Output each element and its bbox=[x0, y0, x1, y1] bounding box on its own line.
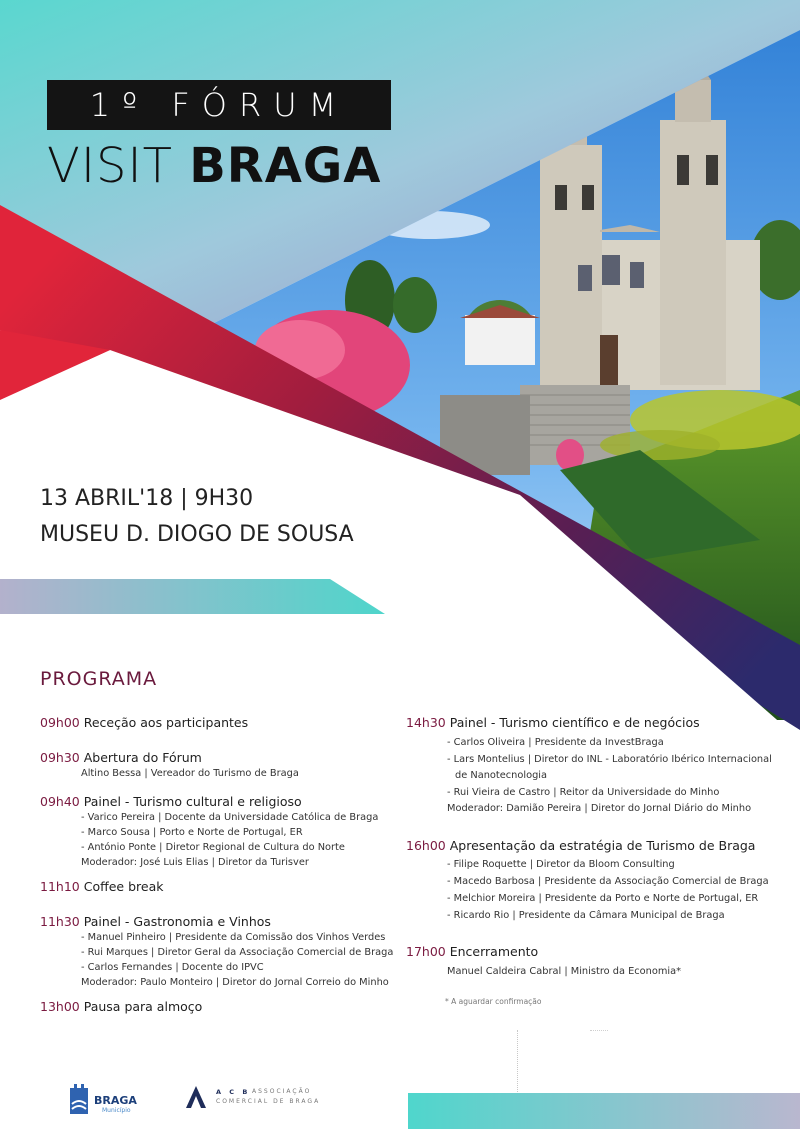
program-item bbox=[40, 750, 202, 765]
program-title: Coffee break bbox=[83, 879, 164, 894]
program-detail: - Ricardo Rio | Presidente da Câmara Municipal de Braga bbox=[447, 910, 725, 921]
program-item bbox=[406, 715, 700, 730]
program-title: Abertura do Fórum bbox=[83, 750, 202, 765]
acb-letters: A C B bbox=[216, 1088, 251, 1096]
program-item bbox=[40, 914, 271, 929]
program-detail: - Rui Vieira de Castro | Reitor da Universidade do Minho bbox=[447, 787, 720, 798]
program-detail: Manuel Caldeira Cabral | Ministro da Economia* bbox=[447, 966, 682, 977]
program-detail: Moderador: José Luis Elias | Diretor da Turisver bbox=[81, 857, 309, 868]
program-detail: Moderador: Damião Pereira | Diretor do Jornal Diário do Minho bbox=[447, 803, 752, 814]
crop-mark bbox=[590, 1030, 608, 1032]
program-detail: - Carlos Fernandes | Docente do IPVC bbox=[81, 962, 264, 973]
program-detail: - António Ponte | Diretor Regional de Cultura do Norte bbox=[81, 842, 345, 853]
program-time: 11h10 bbox=[40, 879, 80, 894]
program-title: Encerramento bbox=[449, 944, 539, 959]
footer-strip bbox=[408, 1093, 800, 1129]
program-item bbox=[40, 879, 163, 894]
program-title: Painel - Turismo cultural e religioso bbox=[83, 794, 302, 809]
program-title: Receção aos participantes bbox=[83, 715, 249, 730]
program-detail: - Lars Montelius | Diretor do INL - Laboratório Ibérico Internacional bbox=[447, 754, 772, 765]
program-detail: - Carlos Oliveira | Presidente da InvestBraga bbox=[447, 737, 664, 748]
braga-logo-text: BRAGA bbox=[94, 1094, 137, 1107]
program-heading: PROGRAMA bbox=[40, 668, 158, 690]
program-detail: de Nanotecnologia bbox=[455, 770, 548, 781]
program-time: 11h30 bbox=[40, 914, 80, 929]
program-detail: - Rui Marques | Diretor Geral da Associação Comercial de Braga bbox=[81, 947, 394, 958]
acb-emblem-icon bbox=[184, 1084, 208, 1110]
confirmation-footnote: * A aguardar confirmação bbox=[445, 997, 542, 1006]
acb-association-logo bbox=[184, 1084, 324, 1114]
braga-logo-sub: Município bbox=[102, 1107, 131, 1114]
program-time: 09h40 bbox=[40, 794, 80, 809]
program-detail: - Macedo Barbosa | Presidente da Associação Comercial de Braga bbox=[447, 876, 769, 887]
program-time: 13h00 bbox=[40, 999, 80, 1014]
event-title bbox=[47, 138, 381, 194]
event-date: 13 ABRIL'18 | 9H30 bbox=[40, 486, 254, 511]
program-detail: - Filipe Roquette | Diretor da Bloom Consulting bbox=[447, 859, 675, 870]
acb-line2: COMERCIAL DE BRAGA bbox=[216, 1098, 321, 1105]
program-item bbox=[40, 794, 302, 809]
program-title: Apresentação da estratégia de Turismo de Braga bbox=[449, 838, 756, 853]
braga-municipality-logo bbox=[68, 1080, 158, 1120]
crop-mark bbox=[517, 1030, 519, 1092]
braga-emblem-icon bbox=[68, 1080, 90, 1118]
program-time: 16h00 bbox=[406, 838, 446, 853]
program-title: Pausa para almoço bbox=[83, 999, 203, 1014]
program-title: Painel - Turismo científico e de negócios bbox=[449, 715, 700, 730]
program-detail: - Melchior Moreira | Presidente da Porto e Norte de Portugal, ER bbox=[447, 893, 759, 904]
program-item bbox=[40, 999, 202, 1014]
event-title-bold: BRAGA bbox=[189, 138, 382, 194]
program-time: 09h30 bbox=[40, 750, 80, 765]
program-item bbox=[406, 944, 538, 959]
event-venue: MUSEU D. DIOGO DE SOUSA bbox=[40, 522, 354, 547]
program-item bbox=[40, 715, 248, 730]
program-detail: - Varico Pereira | Docente da Universidade Católica de Braga bbox=[81, 812, 379, 823]
program-detail: - Manuel Pinheiro | Presidente da Comissão dos Vinhos Verdes bbox=[81, 932, 386, 943]
program-detail: Altino Bessa | Vereador do Turismo de Braga bbox=[81, 768, 299, 779]
program-detail: - Marco Sousa | Porto e Norte de Portugal, ER bbox=[81, 827, 303, 838]
event-title-light: VISIT bbox=[47, 138, 173, 194]
program-detail: Moderador: Paulo Monteiro | Diretor do Jornal Correio do Minho bbox=[81, 977, 389, 988]
program-title: Painel - Gastronomia e Vinhos bbox=[83, 914, 271, 929]
program-time: 14h30 bbox=[406, 715, 446, 730]
teal-strip bbox=[0, 579, 385, 614]
program-time: 09h00 bbox=[40, 715, 80, 730]
forum-edition-label: 1º FÓRUM bbox=[47, 80, 391, 130]
acb-line1: ASSOCIAÇÃO bbox=[252, 1088, 312, 1095]
program-time: 17h00 bbox=[406, 944, 446, 959]
program-item bbox=[406, 838, 755, 853]
